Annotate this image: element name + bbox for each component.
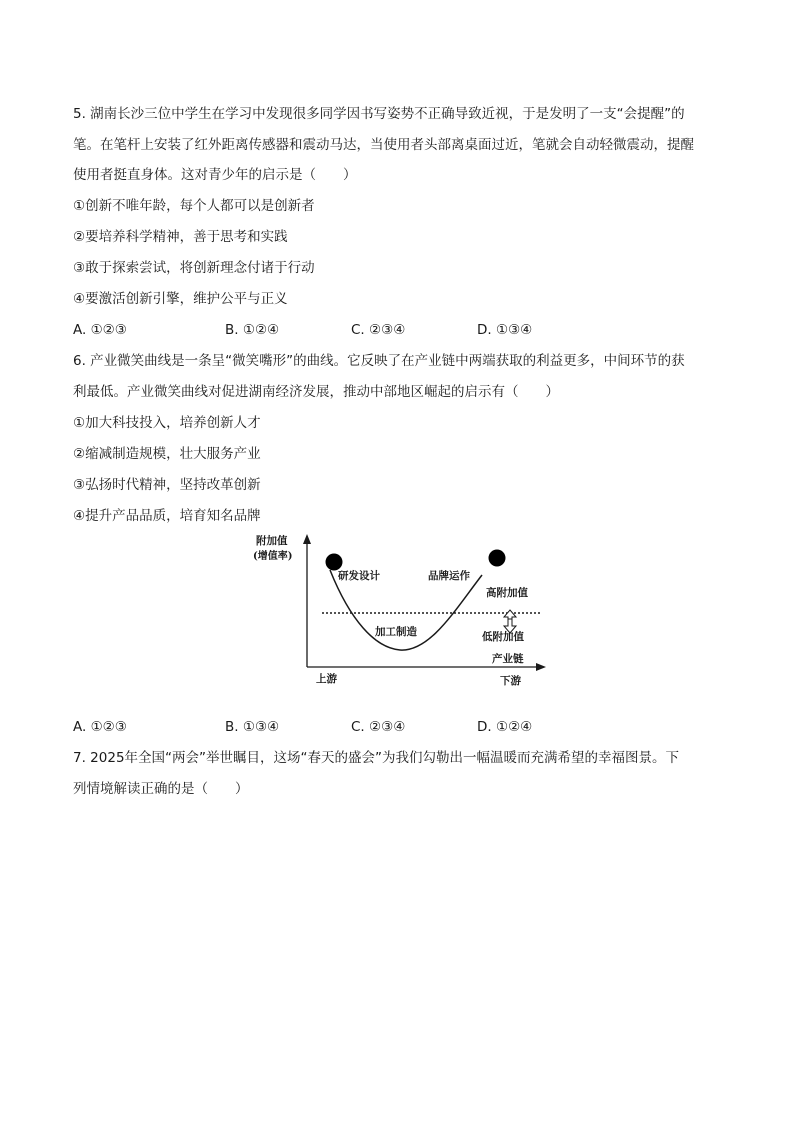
- right-end-dot: [489, 550, 506, 567]
- q6-statement-3: ③弘扬时代精神，坚持改革创新: [73, 477, 261, 493]
- q5-option-b[interactable]: B. ①②④: [225, 322, 280, 338]
- x-axis-arrow: [536, 663, 546, 671]
- q6-stem-line-2: 利最低。产业微笑曲线对促进湖南经济发展，推动中部地区崛起的启示有（ ）: [73, 384, 559, 400]
- smile-curve: [330, 570, 482, 650]
- left-label: 研发设计: [338, 570, 380, 582]
- q6-option-c[interactable]: C. ②③④: [351, 719, 406, 735]
- q5-option-d[interactable]: D. ①③④: [477, 322, 533, 338]
- y-axis-arrow: [303, 534, 311, 544]
- q6-statement-4: ④提升产品品质，培育知名品牌: [73, 508, 261, 524]
- upstream-label: 上游: [316, 673, 337, 685]
- high-value-label: 高附加值: [486, 587, 528, 599]
- q6-option-b[interactable]: B. ①③④: [225, 719, 280, 735]
- left-end-dot: [326, 554, 343, 571]
- q5-statement-4: ④要激活创新引擎，维护公平与正义: [73, 291, 288, 307]
- q6-statement-1: ①加大科技投入，培养创新人才: [73, 415, 261, 431]
- q7-stem-line-1: 7. 2025年全国“两会”举世瞩目，这场“春天的盛会”为我们勾勒出一幅温暖而充满希望的幸福图景。下: [73, 750, 680, 766]
- q5-option-a[interactable]: A. ①②③: [73, 322, 127, 338]
- q6-option-d[interactable]: D. ①②④: [477, 719, 533, 735]
- bottom-label: 加工制造: [375, 626, 417, 638]
- q5-stem-line-3: 使用者挺直身体。这对青少年的启示是（ ）: [73, 167, 357, 183]
- q5-stem-line-1: 5. 湖南长沙三位中学生在学习中发现很多同学因书写姿势不正确导致近视，于是发明了一支“会提醒”的: [73, 106, 685, 122]
- q6-statement-2: ②缩减制造规模，壮大服务产业: [73, 446, 261, 462]
- q5-option-c[interactable]: C. ②③④: [351, 322, 406, 338]
- x-label: 产业链: [492, 653, 524, 665]
- q6-stem-line-1: 6. 产业微笑曲线是一条呈“微笑嘴形”的曲线。它反映了在产业链中两端获取的利益更多，中间环节的获: [73, 353, 685, 369]
- y-label-1: 附加值: [256, 535, 288, 547]
- y-label-2: (增值率): [253, 551, 293, 562]
- q6-option-a[interactable]: A. ①②③: [73, 719, 127, 735]
- low-value-label: 低附加值: [482, 631, 524, 643]
- right-label: 品牌运作: [428, 570, 470, 582]
- q5-stem-line-2: 笔。在笔杆上安装了红外距离传感器和震动马达，当使用者头部离桌面过近，笔就会自动轻微震动，提醒: [73, 137, 694, 153]
- downstream-label: 下游: [500, 675, 521, 687]
- q5-statement-3: ③敢于探索尝试，将创新理念付诸于行动: [73, 260, 315, 276]
- q5-statement-2: ②要培养科学精神，善于思考和实践: [73, 229, 288, 245]
- q7-stem-line-2: 列情境解读正确的是（ ）: [73, 781, 249, 797]
- q5-statement-1: ①创新不唯年龄，每个人都可以是创新者: [73, 198, 315, 214]
- smile-curve-diagram: [250, 530, 550, 690]
- smile-curve-svg: [250, 530, 550, 690]
